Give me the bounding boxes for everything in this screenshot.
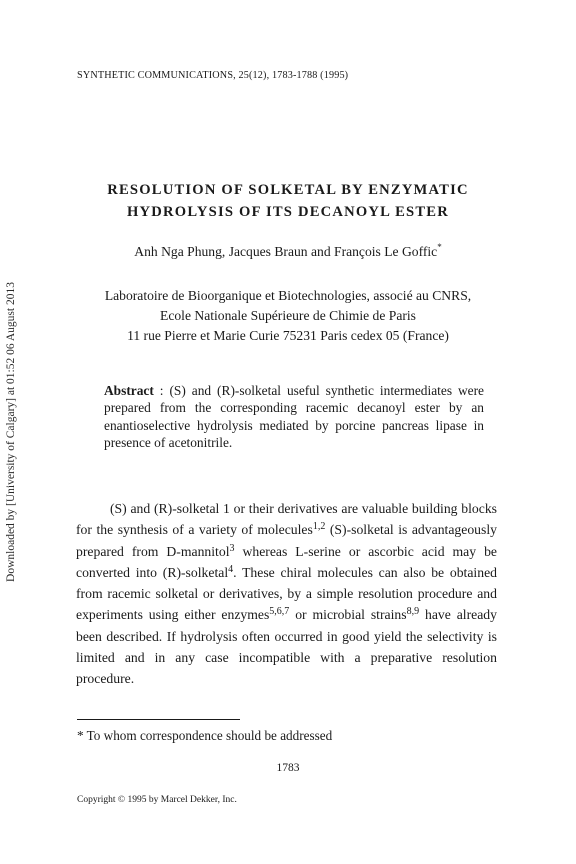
paper-title: [60, 179, 516, 223]
reference-4: 4: [228, 563, 234, 575]
reference-3: 3: [229, 542, 235, 554]
footnote-divider: [77, 719, 240, 720]
body-paragraph: [76, 498, 497, 690]
author-list: [60, 242, 516, 260]
footnote: * To whom correspondence should be addressed: [77, 728, 333, 743]
affiliation-line-3: 11 rue Pierre et Marie Curie 75231 Paris cedex 05 (France): [127, 328, 449, 343]
reference-8-9: 8,9: [406, 606, 420, 618]
title-line-2: HYDROLYSIS OF ITS DECANOYL ESTER: [127, 204, 449, 220]
body-text-1: (S) and (R)-solketal 1 or their derivatives are valuable building blocks for the synthesis of a variety of molecules: [76, 501, 497, 538]
journal-header: SYNTHETIC COMMUNICATIONS, 25(12), 1783-1788 (1995): [77, 70, 349, 81]
body-text-2: (S)-solketal is advantageously prepared from D-mannitol: [76, 522, 497, 559]
abstract: [104, 382, 484, 452]
affiliation-line-2: Ecole Nationale Supérieure de Chimie de Paris: [160, 308, 416, 323]
author-names: Anh Nga Phung, Jacques Braun and François Le Goffic: [134, 244, 438, 259]
copyright-notice: Copyright © 1995 by Marcel Dekker, Inc.: [77, 795, 237, 805]
affiliation-line-1: Laboratoire de Bioorganique et Biotechnologies, associé au CNRS,: [104, 288, 472, 303]
body-text-3: whereas L-serine or ascorbic acid may be converted into (R)-solketal: [76, 543, 497, 580]
page-number: 1783: [276, 762, 300, 774]
title-line-1: RESOLUTION OF SOLKETAL BY ENZYMATIC: [107, 182, 469, 198]
body-text-5: or microbial strains: [289, 607, 407, 623]
body-text-6: have already been described. If hydrolysis often occurred in good yield the selectivity is limited and in any case incompatible with a preparative resolution procedure.: [76, 607, 497, 687]
reference-5-6-7: 5,6,7: [269, 606, 290, 618]
abstract-label: Abstract: [104, 383, 154, 398]
body-text-4: . These chiral molecules can also be obtained from racemic solketal or derivatives, by a simple resolution procedure and experiments using either enzymes: [76, 564, 497, 623]
affiliation: [60, 286, 516, 346]
reference-1-2: 1,2: [312, 521, 326, 533]
watermark-text: Downloaded by [University of Calgary] at 01:52 06 August 2013: [5, 282, 17, 582]
download-watermark: [3, 246, 19, 618]
abstract-text: : (S) and (R)-solketal useful synthetic intermediates were prepared from the corresponding racemic decanoyl ester by an enantioselective hydrolysis mediated by porcine pancreas lipase in presence of acetonitrile.: [104, 383, 484, 451]
corresponding-author-marker: *: [437, 242, 442, 252]
